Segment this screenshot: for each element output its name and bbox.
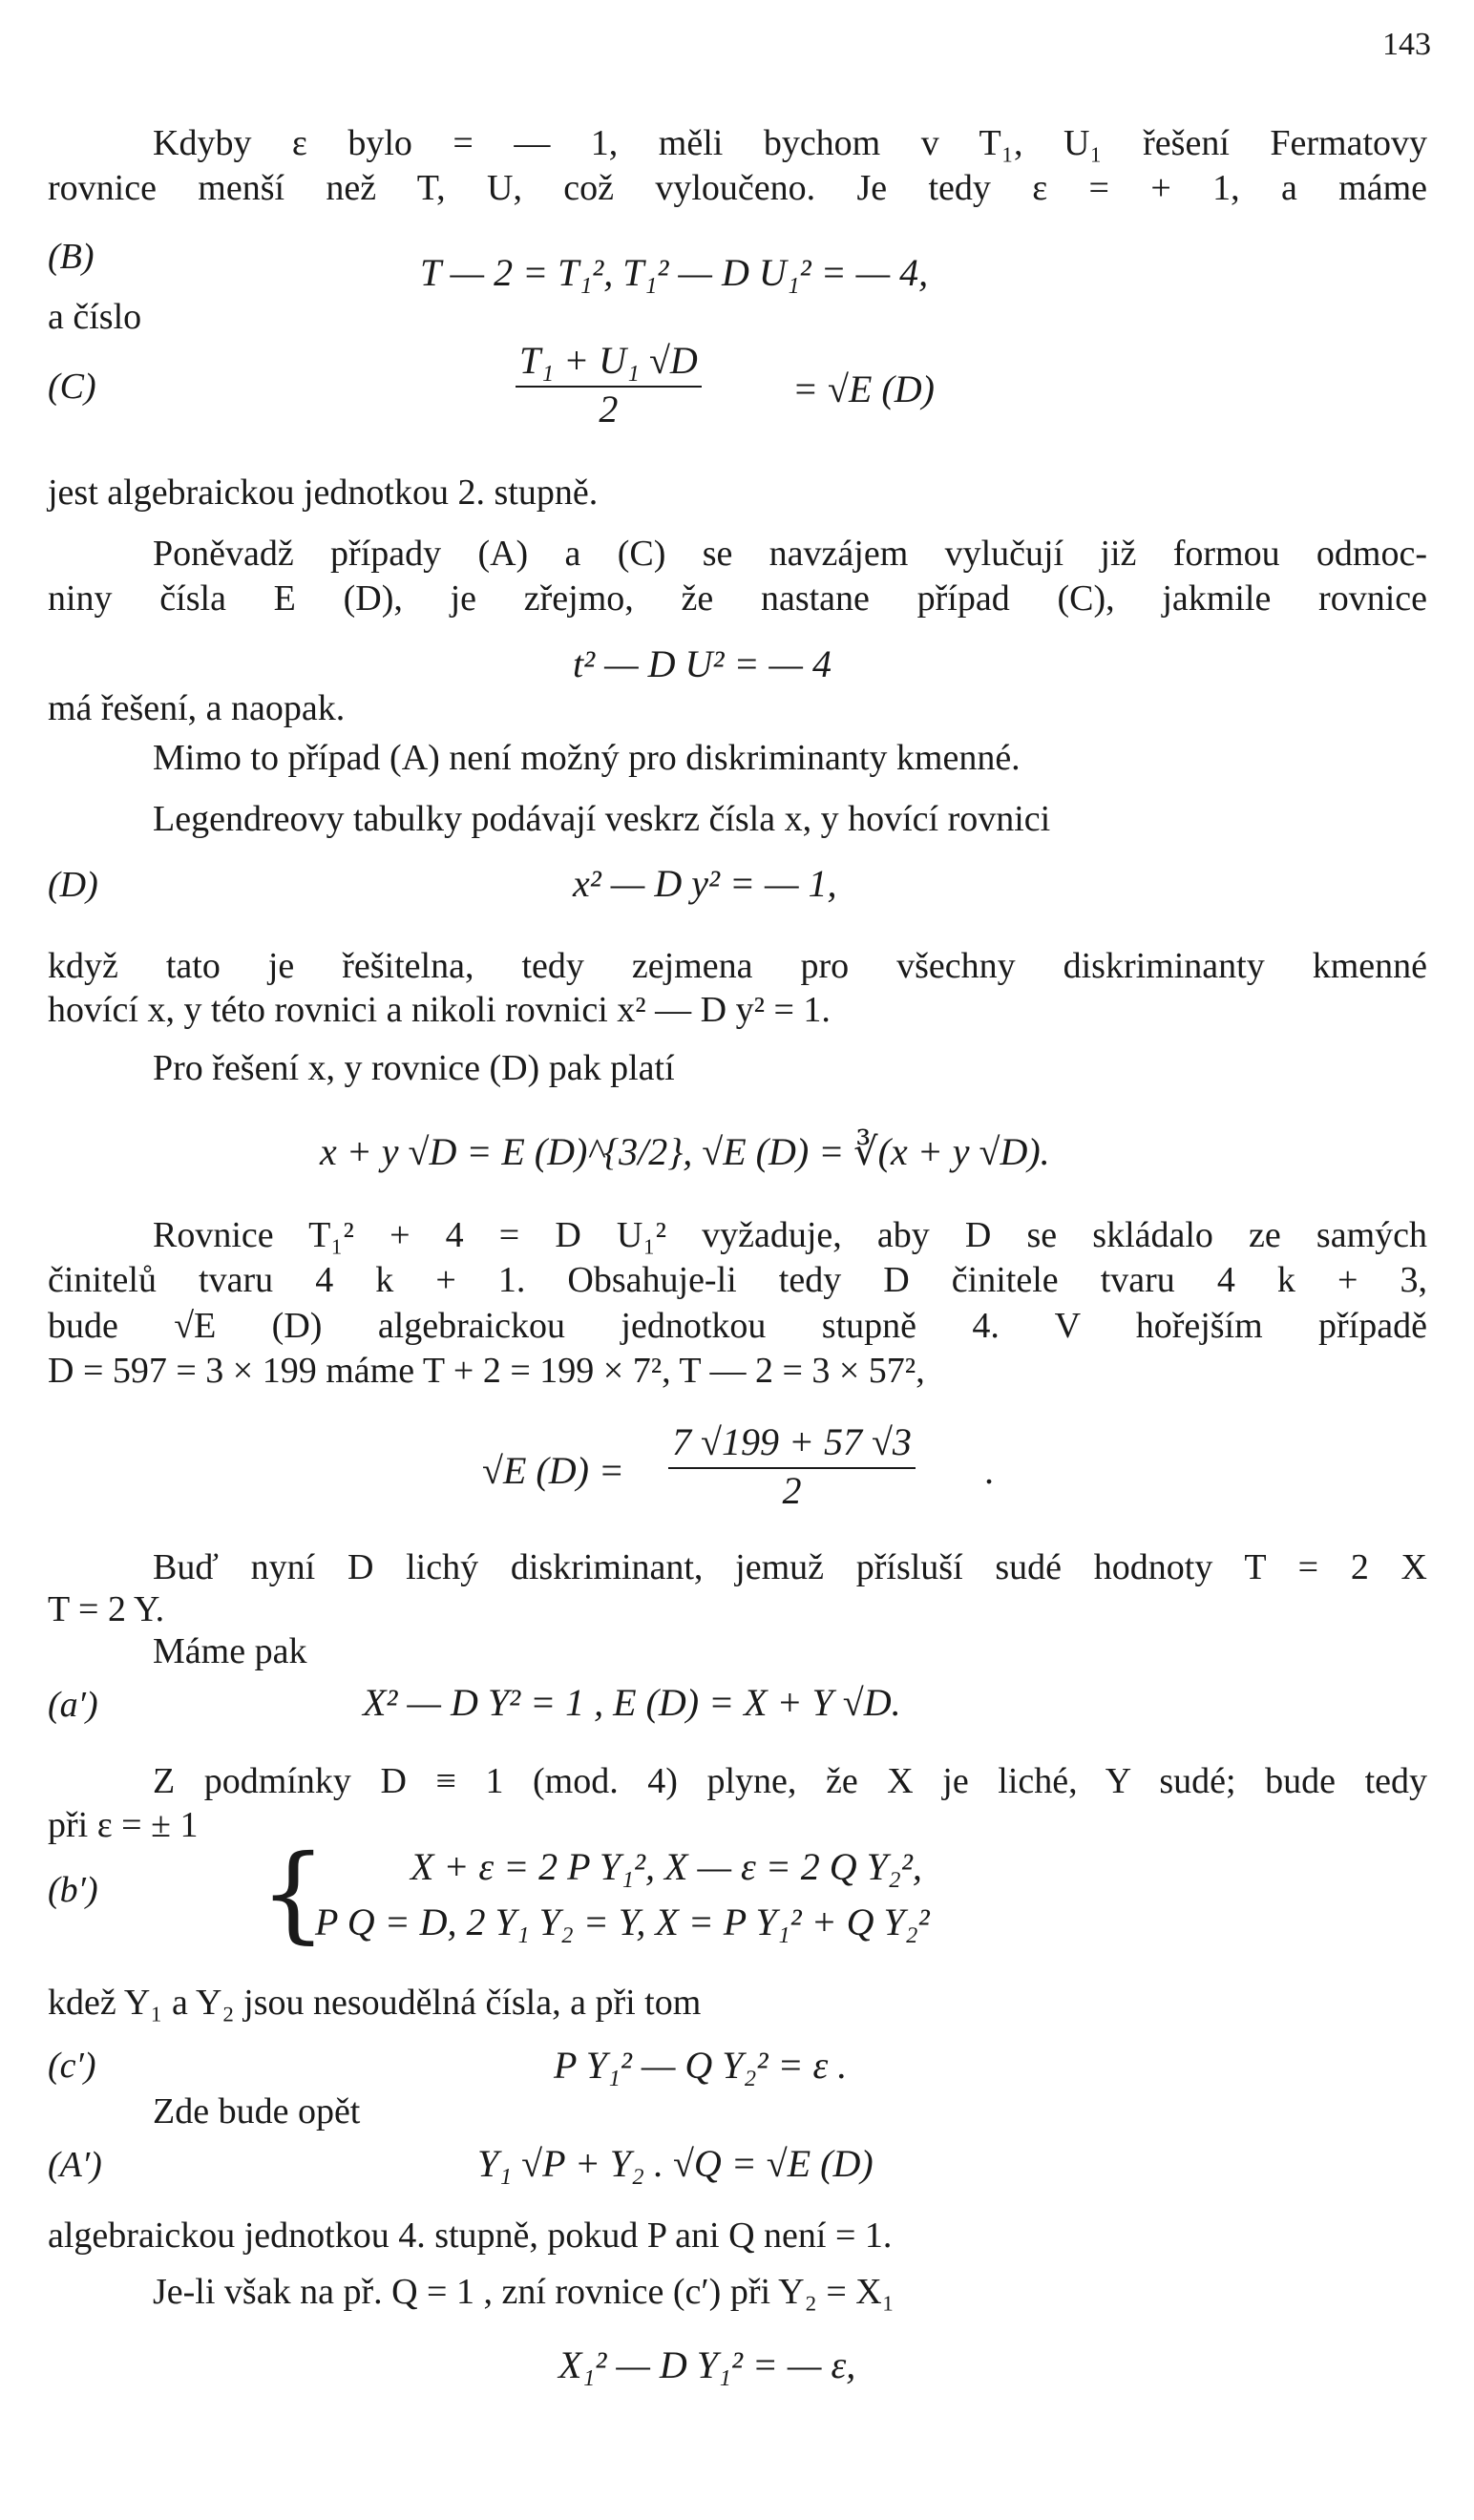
- equation: P Q = D, 2 Y₁ Y₂ = Y, X = P Y₁² + Q Y₂²: [315, 1900, 930, 1943]
- text-line: T = 2 Y.: [48, 1589, 165, 1629]
- equation: √E (D) =: [482, 1449, 624, 1492]
- fraction: [516, 338, 702, 431]
- equation: P Y₁² — Q Y₂² = ε .: [554, 2044, 848, 2087]
- text-line: Legendreovy tabulky podávají veskrz čísla x, y hovící rovnici: [153, 799, 1051, 839]
- equation: x + y √D = E (D)^{3/2}, √E (D) = ∛(x + y √D).: [320, 1130, 1050, 1173]
- left-brace: {: [260, 1832, 326, 1954]
- text-line: rovnice menší než T, U, což vyloučeno. Je tedy ε = + 1, a máme: [48, 168, 1427, 208]
- text-line: Pro řešení x, y rovnice (D) pak platí: [153, 1048, 675, 1088]
- equation: x² — D y² = — 1,: [573, 862, 837, 905]
- text-line: bude √E (D) algebraickou jednotkou stupně 4. V hořejším případě: [48, 1306, 1427, 1346]
- equation-label: (a′): [48, 1685, 98, 1725]
- text-line: Rovnice T₁² + 4 = D U₁² vyžaduje, aby D se skládalo ze samých: [153, 1215, 1427, 1255]
- text-line: Z podmínky D ≡ 1 (mod. 4) plyne, že X je liché, Y sudé; bude tedy: [153, 1761, 1427, 1801]
- text-line: Máme pak: [153, 1631, 307, 1671]
- equation-label: (A′): [48, 2145, 102, 2185]
- equation: X + ε = 2 P Y₁², X — ε = 2 Q Y₂²,: [411, 1845, 922, 1888]
- equation: X² — D Y² = 1 , E (D) = X + Y √D.: [363, 1681, 901, 1724]
- fraction-numerator: 7 √199 + 57 √3: [668, 1419, 916, 1469]
- equation-label: (B): [48, 237, 95, 277]
- text-line: kdež Y₁ a Y₂ jsou nesoudělná čísla, a při tom: [48, 1983, 702, 2023]
- fraction-numerator: T₁ + U₁ √D: [516, 338, 702, 388]
- text-line: činitelů tvaru 4 k + 1. Obsahuje-li tedy D činitele tvaru 4 k + 3,: [48, 1260, 1427, 1300]
- fraction-denominator: 2: [782, 1469, 802, 1512]
- equation-label: (b′): [48, 1870, 98, 1910]
- fraction: [668, 1419, 916, 1513]
- text-line: Mimo to případ (A) není možný pro diskriminanty kmenné.: [153, 738, 1021, 778]
- equation-period: .: [985, 1449, 995, 1492]
- page-number: 143: [1382, 27, 1431, 62]
- text-line: má řešení, a naopak.: [48, 688, 346, 728]
- text-line: a číslo: [48, 297, 142, 337]
- equation: X₁² — D Y₁² = — ε,: [558, 2343, 856, 2386]
- text-line: Buď nyní D lichý diskriminant, jemuž přísluší sudé hodnoty T = 2 X: [153, 1547, 1427, 1587]
- text-line: niny čísla E (D), je zřejmo, že nastane případ (C), jakmile rovnice: [48, 578, 1427, 619]
- text-line: D = 597 = 3 × 199 máme T + 2 = 199 × 7², T — 2 = 3 × 57²,: [48, 1351, 925, 1391]
- text-line: Poněvadž případy (A) a (C) se navzájem vylučují již formou odmoc-: [153, 534, 1427, 574]
- fraction-denominator: 2: [599, 388, 619, 430]
- text-line: když tato je řešitelna, tedy zejmena pro všechny diskriminanty kmenné: [48, 946, 1427, 986]
- text-line: při ε = ± 1: [48, 1805, 199, 1845]
- equation: = √E (D): [792, 368, 935, 410]
- text-line: jest algebraickou jednotkou 2. stupně.: [48, 472, 599, 513]
- equation-label: (C): [48, 367, 96, 407]
- text-line: hovící x, y této rovnici a nikoli rovnici x² — D y² = 1.: [48, 990, 831, 1030]
- text-line: algebraickou jednotkou 4. stupně, pokud P ani Q není = 1.: [48, 2216, 893, 2256]
- equation: t² — D U² = — 4: [573, 642, 832, 685]
- equation: T — 2 = T₁², T₁² — D U₁² = — 4,: [420, 251, 929, 294]
- text-line: Zde bude opět: [153, 2091, 361, 2132]
- equation: Y₁ √P + Y₂ . √Q = √E (D): [477, 2142, 874, 2185]
- text-line: Kdyby ε bylo = — 1, měli bychom v T₁, U₁ řešení Fermatovy: [153, 123, 1427, 163]
- equation-label: (D): [48, 865, 98, 905]
- text-line: Je-li však na př. Q = 1 , zní rovnice (c′) při Y₂ = X₁: [153, 2272, 895, 2312]
- equation-label: (c′): [48, 2046, 96, 2086]
